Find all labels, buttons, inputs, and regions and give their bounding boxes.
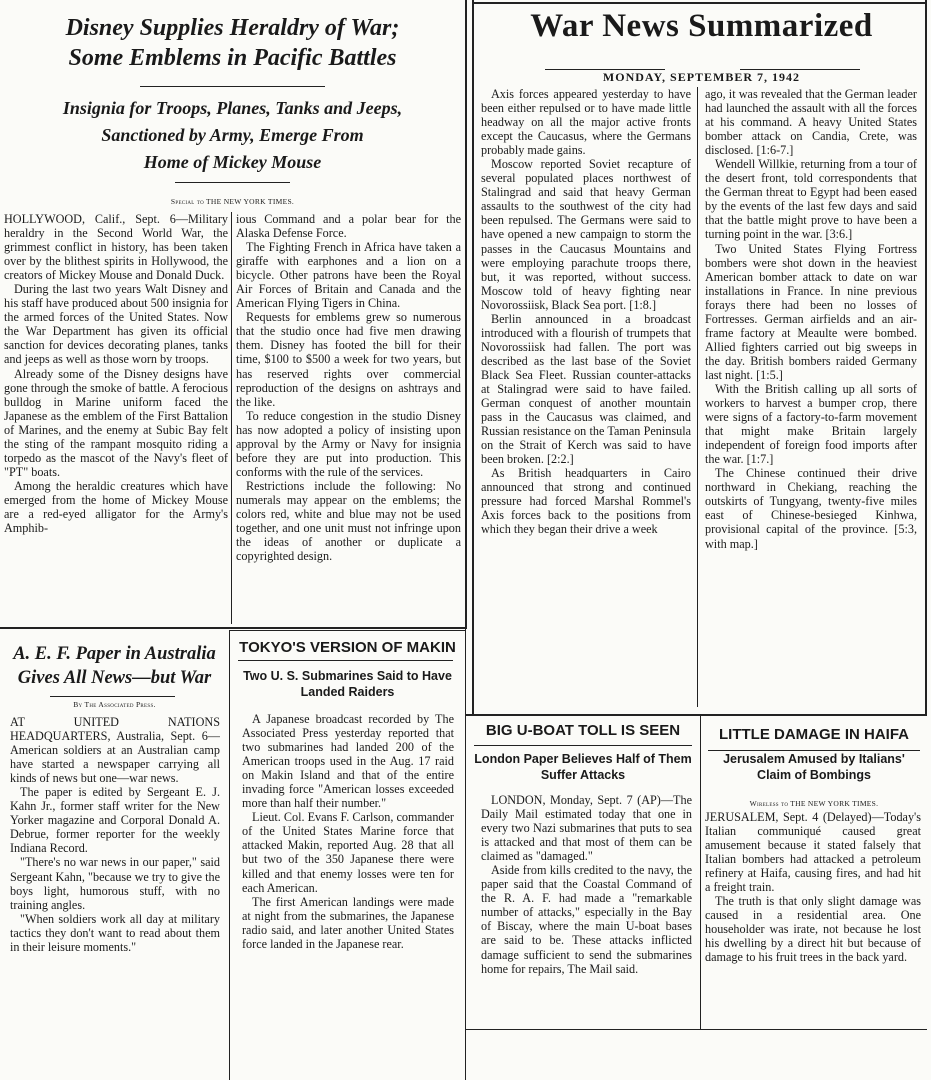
- vertical-rule: [472, 0, 474, 714]
- paragraph: Lieut. Col. Evans F. Carlson, commander of the United States Marine force that attacked Makin, reported Aug. 28 that all but two of the 350 Japanese there were killed and that enemy losses were ten for each American.: [242, 810, 454, 895]
- horizontal-rule: [466, 1029, 927, 1030]
- column-rule: [697, 87, 698, 707]
- paragraph: Aside from kills credited to the navy, the paper said that the Coastal Command of the R. A. F. had made a "remarkable number of attacks," especially in the Bay of Biscay, where the main U-boat bases are said to be. These attacks inflicted damage sufficient to send the submarines home for repairs, The Mail said.: [481, 863, 692, 976]
- aef-article: [0, 630, 229, 1080]
- disney-deck-2: Sanctioned by Army, Emerge From: [101, 125, 364, 145]
- uboat-headline: BIG U-BOAT TOLL IS SEEN: [485, 722, 681, 739]
- horizontal-rule: [740, 69, 860, 70]
- paragraph: As British headquarters in Cairo announced that strong and continued pressure had forced Marshal Rommel's Axis forces back to the positions from which they began their drive a week: [481, 466, 691, 537]
- paragraph: Restrictions include the following: No numerals may appear on the emblems; the colors red, white and blue may not be used together, and one unit must not infringe upon the ideas of another or duplicate a copyrighted design.: [236, 478, 461, 564]
- paragraph: During the last two years Walt Disney and his staff have produced about 500 insignia for the armed forces of the United States. Now the War Department has given its official sanction for devices decorating planes, tanks and jeeps as well as those worn by troops.: [4, 282, 228, 367]
- disney-headline-2: Some Emblems in Pacific Battles: [68, 45, 397, 71]
- uboat-deck: London Paper Believes Half of Them Suffer Attacks: [474, 752, 692, 782]
- paragraph: ious Command and a polar bear for the Alaska Defense Force.: [236, 212, 461, 241]
- haifa-headline: LITTLE DAMAGE IN HAIFA: [719, 726, 909, 743]
- aef-column: [10, 715, 220, 1075]
- paragraph: Berlin announced in a broadcast introduced with a flourish of trumpets that Novorossiisk had fallen. The port was described as the last base of the Soviet Black Sea Fleet. Russian counter-attacks at Stalingrad were said to have failed. German conquest of another mountain pass in the Caucasus was claimed, and Russian resistance on the Taman Peninsula on the Strait of Kerch was said to have been broken. [2:2.]: [481, 311, 691, 467]
- war-news-title: War News Summarized: [530, 8, 873, 44]
- haifa-deck: Jerusalem Amused by Italians' Claim of Bombings: [723, 752, 905, 782]
- paragraph: The Chinese continued their drive northward in Chekiang, reaching the outskirts of Tungyang, twenty-five miles east of Chinese-besieged Kinhwa, provisional capital of the province. [5:3, with map.]: [705, 466, 917, 551]
- paragraph: ago, it was revealed that the German leader had launched the assault with all the forces at his command. A heavy United States bomber attack on Candia, Crete, was disclosed. [1:6-7.]: [705, 87, 917, 158]
- paragraph: "When soldiers work all day at military tactics they don't want to read about them in their leisure moments.": [10, 911, 220, 954]
- paragraph: The truth is that only slight damage was caused in a residential area. One householder was irate, not because he lost his dwelling by a direct hit but because of damage to his fruit trees in the back yard.: [705, 894, 921, 965]
- horizontal-rule: [466, 714, 927, 716]
- disney-deck-3: Home of Mickey Mouse: [143, 152, 322, 172]
- tokyo-column: [242, 712, 454, 1077]
- paragraph: Requests for emblems grew so numerous that the studio once had five men drawing them. Disney has footed the bill for their time, $100 to $500 a week for two years, but has reserved rights over commercial reproduction of the designs on ashtrays and the like.: [236, 310, 461, 409]
- horizontal-rule: [238, 660, 453, 661]
- horizontal-rule: [708, 750, 920, 751]
- paragraph: The first American landings were made at night from the submarines, the Japanese radio said, and later another United States force landed in the Japanese rear.: [242, 894, 454, 951]
- disney-column-1: [4, 212, 228, 624]
- vertical-rule: [925, 0, 927, 714]
- aef-credit: By The Associated Press.: [73, 700, 156, 709]
- paragraph: Wendell Willkie, returning from a tour of the desert front, told correspondents that the German threat to Egypt had been eased by the events of the last few days and said that the battle might prove to have been a turning point in the war. [3:6.]: [705, 157, 917, 242]
- paragraph: The paper is edited by Sergeant E. J. Kahn Jr., former staff writer for the New Yorker magazine and Corporal Donald A. Debrue, former reporter for the weekly Indiana Record.: [10, 785, 220, 856]
- vertical-rule: [465, 0, 467, 628]
- disney-deck-1: Insignia for Troops, Planes, Tanks and Jeeps,: [62, 98, 403, 118]
- disney-headline-1: Disney Supplies Heraldry of War;: [65, 15, 400, 41]
- tokyo-deck: Two U. S. Submarines Said to Have Landed Raiders: [243, 669, 452, 699]
- disney-column-2: [236, 212, 461, 624]
- paragraph: Already some of the Disney designs have gone through the smoke of battle. A ferocious bulldog in Marine uniform faced the Japanese as the emblem of the First Battalion of Marines, and the enemy at Subic Bay felt the sting of the rampant mosquito riding a torpedo as the mascot of the Navy's fleet of "PT" boats.: [4, 366, 228, 479]
- haifa-article: [701, 715, 927, 1030]
- disney-article: [0, 0, 465, 625]
- paragraph: HOLLYWOOD, Calif., Sept. 6—Military heraldry in the Second World War, the grimmest conflict in history, has been taken over by the blithest spirits in Hollywood, the creators of Mickey Mouse and Donald Duck.: [4, 212, 228, 283]
- haifa-column: [705, 810, 921, 1025]
- paragraph: With the British calling up all sorts of workers to harvest a bumper crop, there were signs of a factory-to-farm movement that might make Britain largely independent of foreign food imports after the war. [1:7.]: [705, 381, 917, 467]
- tokyo-article: [230, 630, 465, 1080]
- aef-headline-2: Gives All News—but War: [17, 668, 212, 688]
- uboat-article: [466, 715, 700, 1030]
- paragraph: The Fighting French in Africa have taken a giraffe with earphones and a lion on a bicycle. Other patrons have been the Royal Air Forces of Britain and Canada and the American Flying Tigers in China.: [236, 240, 461, 311]
- paragraph: AT UNITED NATIONS HEADQUARTERS, Australia, Sept. 6—American soldiers at an Australian camp have started a newspaper carrying all kinds of news but one—war news.: [10, 715, 220, 786]
- uboat-column: [481, 793, 692, 1028]
- paragraph: JERUSALEM, Sept. 4 (Delayed)—Today's Italian communiqué caused great amusement because it stated falsely that Italian bombers had attacked a petroleum refinery at Haifa, causing fires, and had hit a freight train.: [705, 810, 921, 895]
- horizontal-rule: [474, 745, 692, 746]
- disney-credit: Special to THE NEW YORK TIMES.: [170, 197, 295, 206]
- war-news-date: MONDAY, SEPTEMBER 7, 1942: [602, 70, 801, 84]
- paragraph: A Japanese broadcast recorded by The Associated Press yesterday reported that two submarines had landed 200 of the American troops used in the Aug. 17 raid on Makin Island and that of the entire invading force "American losses exceeded more than half their number.": [242, 712, 454, 811]
- paragraph: LONDON, Monday, Sept. 7 (AP)—The Daily Mail estimated today that one in every two Nazi submarines that puts to sea is attacked and that most of them can be claimed as "damaged.": [481, 793, 692, 864]
- war-news-article: [472, 0, 931, 714]
- horizontal-rule: [50, 696, 175, 697]
- horizontal-rule: [545, 69, 665, 70]
- horizontal-rule: [0, 627, 467, 629]
- column-rule: [231, 212, 232, 624]
- paragraph: Moscow reported Soviet recapture of several populated places northwest of Stalingrad and said that heavy German assaults to the southwest of the city had been repulsed. The Germans were said to have opened a new campaign to storm the passes in the Caucasus Mountains and were employing parachute troops there, but, it was reported, without success. Moscow told of heavy fighting near Novorossiisk, Black Sea port. [1:8.]: [481, 157, 691, 312]
- tokyo-headline: TOKYO'S VERSION OF MAKIN: [239, 639, 456, 656]
- war-news-column-1: [481, 87, 691, 712]
- paragraph: Two United States Flying Fortress bombers were shot down in the heaviest American bomber attack to date on war installations in France. In nine previous forays there had been no losses of Fortresses. German airfields and an air-frame factory at Meaulte were bombed. Allied fighters carried out big sweeps in the day. British bombers raided Germany last night. [1:5.]: [705, 241, 917, 382]
- paragraph: Axis forces appeared yesterday to have been either repulsed or to have made little headway on all the major active fronts except the Caucasus, where the Germans probably made gains.: [481, 87, 691, 158]
- horizontal-rule: [474, 2, 927, 4]
- vertical-rule: [700, 716, 701, 1030]
- vertical-rule: [229, 630, 230, 1080]
- aef-headline-1: A. E. F. Paper in Australia: [13, 644, 216, 664]
- vertical-rule: [465, 628, 466, 1080]
- horizontal-rule: [230, 630, 465, 631]
- horizontal-rule: [175, 182, 290, 183]
- war-news-column-2: [705, 87, 917, 712]
- paragraph: Among the heraldic creatures which have emerged from the home of Mickey Mouse are a red-eyed alligator for the Army's Amphib-: [4, 478, 228, 536]
- paragraph: "There's no war news in our paper," said Sergeant Kahn, "because we try to give the boys light, humorous stuff, with no training angles.: [10, 855, 220, 912]
- horizontal-rule: [140, 86, 325, 87]
- haifa-credit: Wireless to THE NEW YORK TIMES.: [749, 799, 879, 808]
- paragraph: To reduce congestion in the studio Disney has now adopted a policy of insisting upon approval by the Army or Navy for insignia before they are put into production. This conforms with the rule of the services.: [236, 408, 461, 479]
